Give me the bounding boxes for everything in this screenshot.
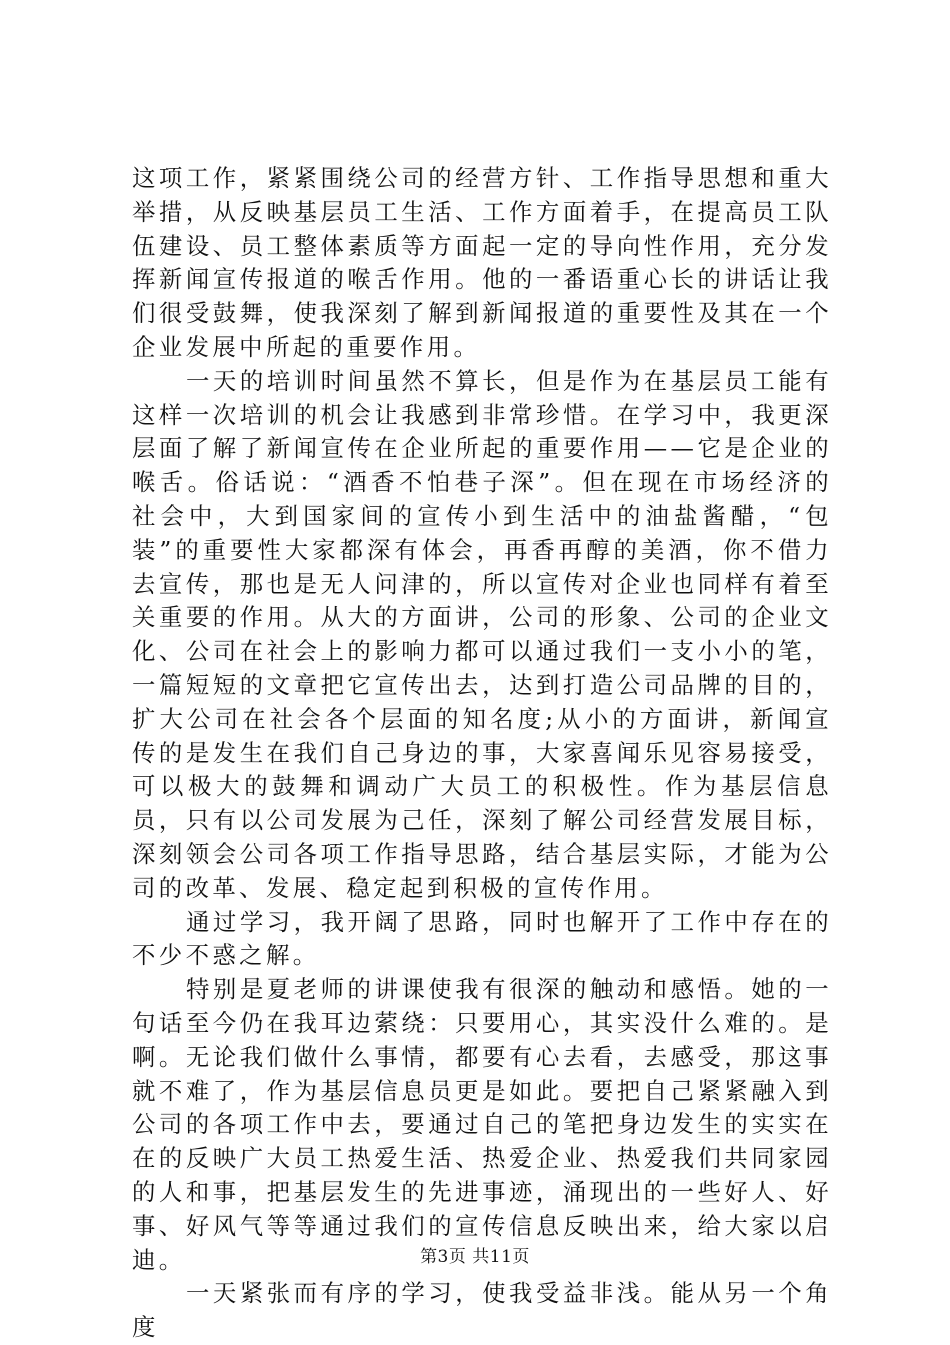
paragraph-training: 一天的培训时间虽然不算长，但是作为在基层员工能有这样一次培训的机会让我感到非常珍惜。在学习中，我更深层面了解了新闻宣传在企业所起的重要作用——它是企业的喉舌。俗话说：“酒香不怕巷子深”。但在现在市场经济的社会中，大到国家间的宣传小到生活中的油盐酱醋，“包装”的重要性大家都深有体会，再香再醇的美酒，你不借力去宣传，那也是无人问津的，所以宣传对企业也同样有着至关重要的作用。从大的方面讲，公司的形象、公司的企业文化、公司在社会上的影响力都可以通过我们一支小小的笔，一篇短短的文章把它宣传出去，达到打造公司品牌的目的，扩大公司在社会各个层面的知名度;从小的方面讲，新闻宣传的是发生在我们自己身边的事，大家喜闻乐见容易接受，可以极大的鼓舞和调动广大员工的积极性。作为基层信息员，只有以公司发展为己任，深刻了解公司经营发展目标，深刻领会公司各项工作指导思路，结合基层实际，才能为公司的改革、发展、稳定起到积极的宣传作用。 bbox=[132, 366, 832, 902]
paragraph-teacher: 特别是夏老师的讲课使我有很深的触动和感悟。她的一句话至今仍在我耳边萦绕：只要用心，其实没什么难的。是啊。无论我们做什么事情，都要有心去看，去感受，那这事就不难了，作为基层信息员更是如此。要把自己紧紧融入到公司的各项工作中去，要通过自己的笔把身边发生的实实在在的反映广大员工热爱生活、热爱企业、热爱我们共同家园的人和事，把基层发生的先进事迹，涌现出的一些好人、好事、好风气等等通过我们的宣传信息反映出来，给大家以启迪。 bbox=[132, 975, 832, 1274]
paragraph-closing: 一天紧张而有序的学习，使我受益非浅。能从另一个角度 bbox=[132, 1279, 832, 1342]
document-body bbox=[132, 162, 832, 1345]
page-number-footer: 第3页 共11页 bbox=[420, 1247, 530, 1267]
paragraph-learning: 通过学习，我开阔了思路，同时也解开了工作中存在的不少不惑之解。 bbox=[132, 907, 832, 970]
paragraph-continuation: 这项工作，紧紧围绕公司的经营方针、工作指导思想和重大举措，从反映基层员工生活、工作方面着手，在提高员工队伍建设、员工整体素质等方面起一定的导向性作用，充分发挥新闻宣传报道的喉舌作用。他的一番语重心长的讲话让我们很受鼓舞，使我深刻了解到新闻报道的重要性及其在一个企业发展中所起的重要作用。 bbox=[132, 164, 832, 361]
